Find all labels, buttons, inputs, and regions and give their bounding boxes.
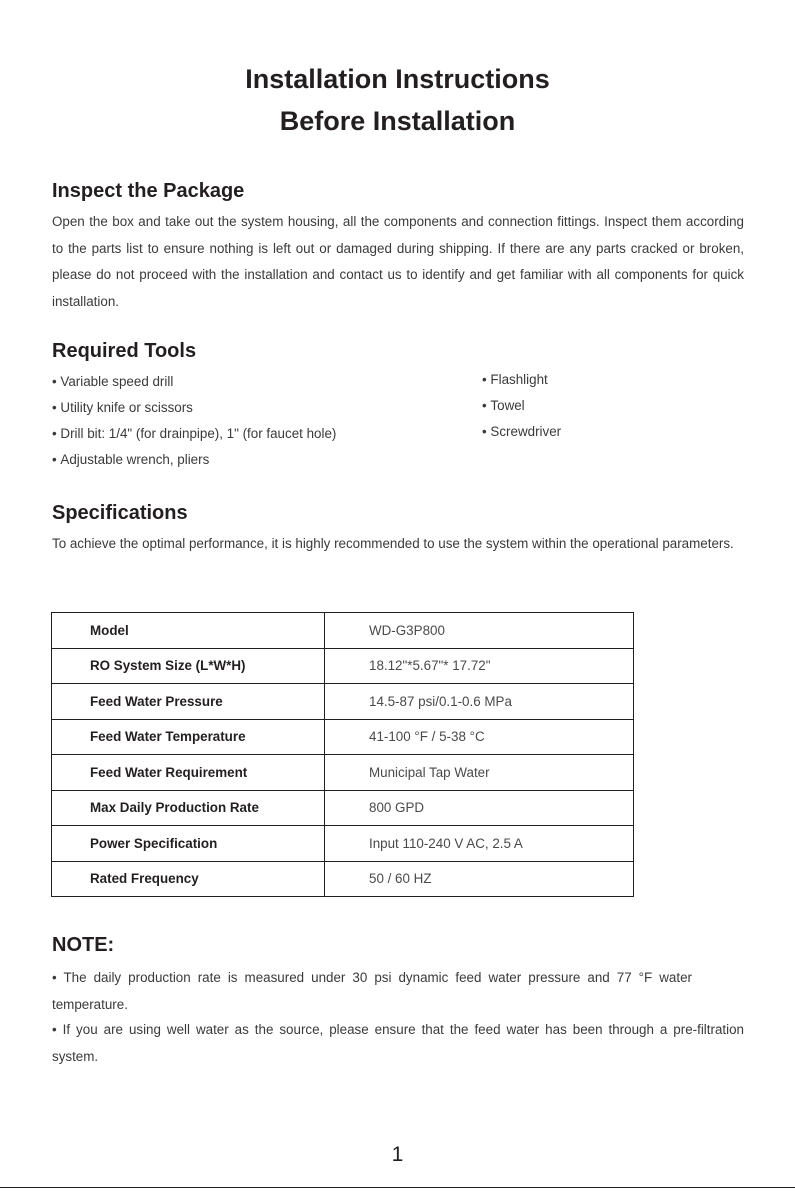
tool-item: • Flashlight [482,367,561,393]
specs-heading: Specifications [52,502,188,524]
spec-value: WD-G3P800 [325,613,634,649]
tools-heading: Required Tools [52,340,197,362]
tools-list-right [482,367,561,445]
page-title: Installation Instructions [245,64,550,94]
page-subtitle: Before Installation [279,106,516,136]
table-row [52,826,634,862]
tool-item: • Screwdriver [482,419,561,445]
spec-value: Municipal Tap Water [325,755,634,791]
spec-value: 41-100 °F / 5-38 °C [325,719,634,755]
note-item-1: • The daily production rate is measured under 30 psi dynamic feed water pressure and 77 °F water temperature. [52,970,692,1012]
table-row [52,861,634,897]
bottom-divider [0,1187,795,1188]
spec-label: Feed Water Temperature [52,719,325,755]
spec-label: Rated Frequency [52,861,325,897]
table-row [52,755,634,791]
table-row [52,790,634,826]
table-row [52,719,634,755]
spec-label: Model [52,613,325,649]
inspect-heading: Inspect the Package [52,180,245,202]
page-number: 1 [391,1143,404,1166]
specs-intro: To achieve the optimal performance, it is highly recommended to use the system within the operational parameters. [52,536,734,551]
spec-value: 800 GPD [325,790,634,826]
note-item-2: • If you are using well water as the source, please ensure that the feed water has been through a pre-filtration system. [52,1022,744,1064]
spec-value: Input 110-240 V AC, 2.5 A [325,826,634,862]
table-row [52,613,634,649]
table-row [52,684,634,720]
spec-label: Max Daily Production Rate [52,790,325,826]
spec-value: 18.12"*5.67"* 17.72" [325,648,634,684]
specs-table [51,612,634,897]
tool-item: • Variable speed drill [52,369,336,395]
spec-value: 14.5-87 psi/0.1-0.6 MPa [325,684,634,720]
spec-label: Feed Water Pressure [52,684,325,720]
spec-label: Feed Water Requirement [52,755,325,791]
inspect-paragraph: Open the box and take out the system housing, all the components and connection fittings. Inspect them according to the parts list to ensure nothing is left out or damaged during shipping. If there are any parts cracked or broken, please do not proceed with the installation and contact us to identify and get familiar with all components for quick installation. [52,214,744,309]
spec-label: Power Specification [52,826,325,862]
spec-label: RO System Size (L*W*H) [52,648,325,684]
spec-value: 50 / 60 HZ [325,861,634,897]
note-heading: NOTE: [52,934,115,956]
table-row [52,648,634,684]
tool-item: • Towel [482,393,561,419]
tools-list-left [52,369,336,473]
tool-item: • Utility knife or scissors [52,395,336,421]
tool-item: • Adjustable wrench, pliers [52,447,336,473]
tool-item: • Drill bit: 1/4" (for drainpipe), 1" (for faucet hole) [52,421,336,447]
